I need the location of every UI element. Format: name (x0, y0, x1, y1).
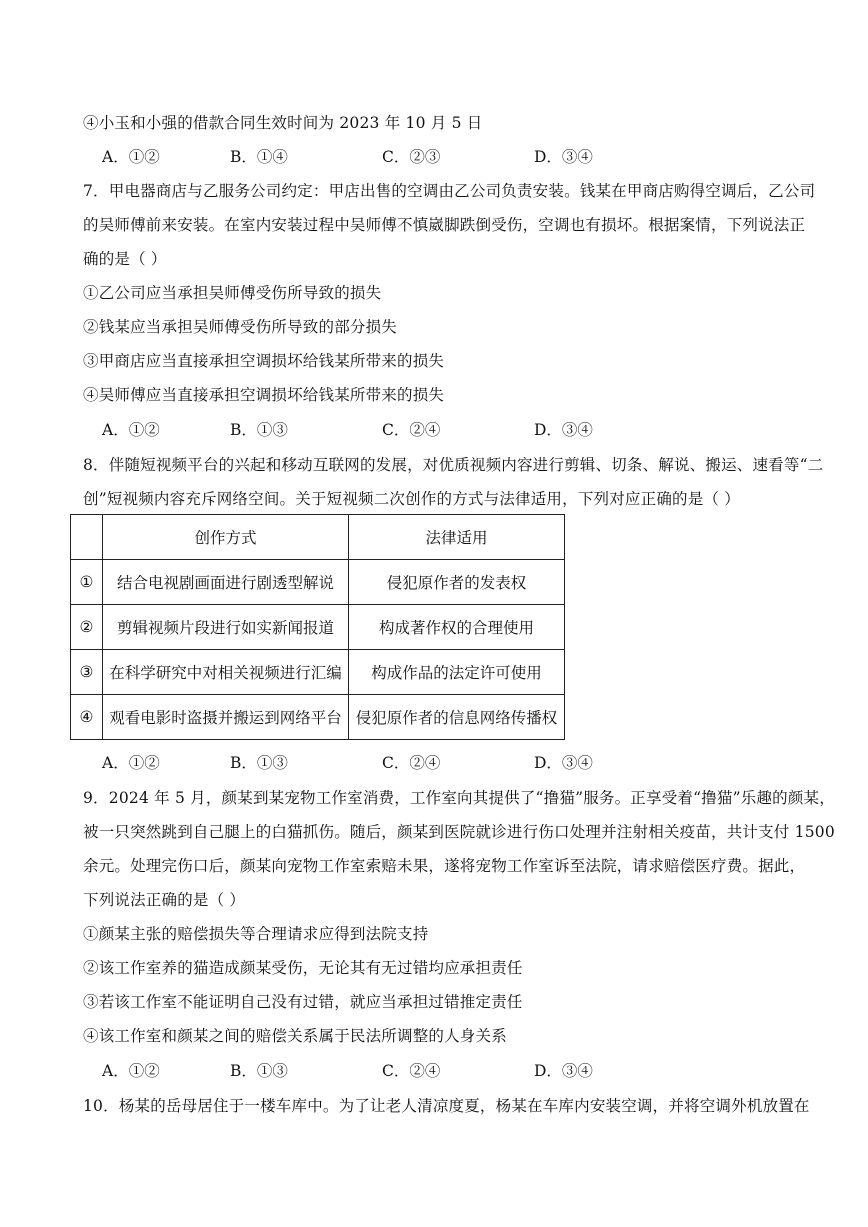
q7-item-3: ③甲商店应当直接承担空调损坏给钱某所带来的损失 (83, 352, 445, 370)
table-cell: ④ (71, 695, 103, 740)
q9-item-1: ①颜某主张的赔偿损失等合理请求应得到法院支持 (83, 925, 429, 943)
q9-option-d: D．③④ (534, 1062, 593, 1080)
q7-option-c: C．②④ (382, 421, 441, 439)
q7-option-b: B．①③ (230, 421, 288, 439)
q6-option-a: A．①② (102, 148, 160, 166)
q6-option-c: C．②③ (382, 148, 441, 166)
q6-option-b: B．①④ (230, 148, 288, 166)
q8-option-d: D．③④ (534, 754, 593, 772)
q7-stem-line-3: 确的是（ ） (83, 250, 167, 268)
q7-item-1: ①乙公司应当承担吴师傅受伤所导致的损失 (83, 284, 382, 302)
q7-item-2: ②钱某应当承担吴师傅受伤所导致的部分损失 (83, 318, 398, 336)
table-cell: 在科学研究中对相关视频进行汇编 (103, 650, 349, 695)
table-cell: 侵犯原作者的信息网络传播权 (349, 695, 565, 740)
table-header-cell: 法律适用 (349, 515, 565, 560)
q9-stem-line-2: 被一只突然跳到自己腿上的白猫抓伤。随后，颜某到医院就诊进行伤口处理并注射相关疫苗，共计支付 1500 (83, 823, 835, 841)
q7-item-4: ④吴师傅应当直接承担空调损坏给钱某所带来的损失 (83, 386, 445, 404)
table-header-row (71, 515, 565, 560)
q9-stem-line-4: 下列说法正确的是（ ） (83, 891, 246, 909)
q6-item-4: ④小玉和小强的借款合同生效时间为 2023 年 10 月 5 日 (83, 114, 483, 132)
q9-stem-line-3: 余元。处理完伤口后，颜某向宠物工作室索赔未果，遂将宠物工作室诉至法院，请求赔偿医疗费。据此， (83, 857, 806, 875)
table-row (71, 695, 565, 740)
q8-table (70, 514, 565, 740)
table-row (71, 605, 565, 650)
table-cell: 观看电影时盗摄并搬运到网络平台 (103, 695, 349, 740)
q8-option-c: C．②④ (382, 754, 441, 772)
table-cell: 剪辑视频片段进行如实新闻报道 (103, 605, 349, 650)
table-row (71, 650, 565, 695)
q9-item-3: ③若该工作室不能证明自己没有过错，就应当承担过错推定责任 (83, 993, 523, 1011)
q8-option-b: B．①③ (230, 754, 288, 772)
q9-option-b: B．①③ (230, 1062, 288, 1080)
q8-stem-line-1: 8．伴随短视频平台的兴起和移动互联网的发展，对优质视频内容进行剪辑、切条、解说、搬运、速看等“二 (83, 456, 824, 474)
q9-option-a: A．①② (102, 1062, 160, 1080)
table-cell: 侵犯原作者的发表权 (349, 560, 565, 605)
q7-stem-line-1: 7．甲电器商店与乙服务公司约定：甲店出售的空调由乙公司负责安装。钱某在甲商店购得空调后，乙公司 (83, 182, 816, 200)
table-header-cell: 创作方式 (103, 515, 349, 560)
q9-stem-line-1: 9．2024 年 5 月，颜某到某宠物工作室消费，工作室向其提供了“撸猫”服务。正享受着“撸猫”乐趣的颜某， (83, 789, 835, 807)
q8-stem-line-2: 创”短视频内容充斥网络空间。关于短视频二次创作的方式与法律适用，下列对应正确的是（ ） (83, 490, 740, 508)
table-cell: ② (71, 605, 103, 650)
q9-item-2: ②该工作室养的猫造成颜某受伤，无论其有无过错均应承担责任 (83, 959, 523, 977)
table-header-cell (71, 515, 103, 560)
table-cell: ③ (71, 650, 103, 695)
q7-stem-line-2: 的吴师傅前来安装。在室内安装过程中吴师傅不慎崴脚跌倒受伤，空调也有损坏。根据案情，下列说法正 (83, 216, 806, 234)
q8-option-a: A．①② (102, 754, 160, 772)
table-cell: 构成作品的法定许可使用 (349, 650, 565, 695)
table-cell: 构成著作权的合理使用 (349, 605, 565, 650)
table-cell: ① (71, 560, 103, 605)
q10-stem-line-1: 10．杨某的岳母居住于一楼车库中。为了让老人清凉度夏，杨某在车库内安装空调，并将空调外机放置在 (83, 1097, 810, 1115)
table-row (71, 560, 565, 605)
q6-option-d: D．③④ (534, 148, 593, 166)
q9-option-c: C．②④ (382, 1062, 441, 1080)
q7-option-d: D．③④ (534, 421, 593, 439)
table-cell: 结合电视剧画面进行剧透型解说 (103, 560, 349, 605)
q7-option-a: A．①② (102, 421, 160, 439)
q9-item-4: ④该工作室和颜某之间的赔偿关系属于民法所调整的人身关系 (83, 1027, 507, 1045)
